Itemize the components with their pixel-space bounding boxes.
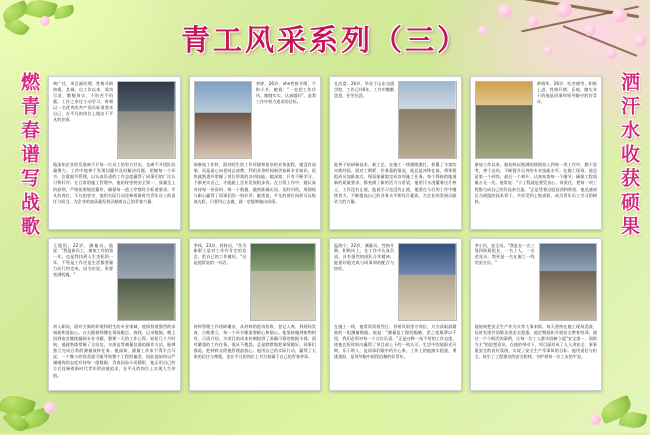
panel-grid	[48, 76, 602, 391]
panel-header	[475, 81, 598, 159]
poster-title-area	[0, 18, 650, 59]
profile-body-8: 他始终把安全生产作为头等大事来抓，每天坚持在施工现场巡查，及时发现并消除各类安全隐患。他定期组织开展安全教育培训，通过一个个鲜活的案例，让每一位工人都牢固树立起"安全第一、预防为主"的思想意识。在他的带动下，项目部形成了人人讲安全、事事重安全的良好氛围，实现了安全生产零事故的目标。他用责任与担当，筑牢了工程建设的安全防线，守护着每一位工友的平安。	[474, 323, 597, 360]
worker-photo-7	[398, 243, 456, 321]
profile-body-5: 初入职场，面对全新的环境和陌生的专业领域，他保持着强烈的求知欲和进取心。白天跟着师傅在现场跑点、放线、记录数据，晚上回到宿舍继续翻阅专业书籍，整理一天的工作心得。短短几个月时间，他就熟练掌握了全站仪、水准仪等测量仪器的操作方法，能够独立完成日常的测量放样任务。他深知，测量工作来不得半点马虎，一个微小的误差就可能导致整个工程的偏差，因此他始终以严谨细致的态度对待每一组数据。青春因奋斗而精彩，他正用自己的方式诠释着新时代青年的价值追求，在平凡的岗位上实现人生价值。	[53, 323, 176, 378]
worker-photo-4	[475, 81, 533, 159]
profile-body-4: 参加工作以来，他始终以饱满的热情投入到每一项工作中，勤于思考，善于总结，不断提升自身的专业技能水平。在施工现场，他总是第一个到岗、最后一个离开，认真检查每一个细节，确保工程质量万无一失。他常说："干工程就是要凭良心、讲责任，把每一项工程都当成自己的作品来打造。"正是凭着这股钻劲和韧劲，他迅速成长为班组的技术骨干，多次受到上级表彰，成为青年员工学习的榜样。	[474, 162, 597, 204]
profile-body-2: 刚参加工作时，面对陌生的工作环境和复杂的业务流程，她没有退缩，而是虚心向老同志请教，利用业余时间刻苦钻研专业知识，很快就熟悉并掌握了岗位所需的各项技能。她深知，只有不断学习、不断充实自己，才能跟上企业发展的步伐。在日常工作中，她认真对待每一份资料、每一个数据，做到准确无误、及时归档，用细致与耐心赢得了同事们的一致好评。她常说，平凡的岗位同样可以绽放光彩，只要用心去做，就一定能够做出成绩。	[193, 162, 316, 204]
profile-panel-6[interactable]	[189, 238, 322, 392]
slogan-right: 洒汗水收获硕果	[618, 72, 640, 240]
profile-panel-5[interactable]	[48, 238, 181, 392]
panel-header	[475, 243, 598, 321]
slogan-left: 燃青春谱写战歌	[18, 72, 40, 240]
profile-panel-8[interactable]	[470, 238, 603, 392]
worker-photo-8	[539, 243, 597, 321]
profile-panel-1[interactable]	[48, 76, 181, 230]
profile-intro-6: 李伟，23岁，材料员。"作为新职工是对工作有肯定的信念，把自己的工作做好。"这是他常说的一句话。	[193, 242, 247, 266]
profile-intro-7: 温海宁，22岁，测量员。性格开朗，积极向上，在工作中认真负责，具有强烈的团队合作精神，能很好地完成与同事间的配合与协作。	[334, 242, 395, 272]
panel-header	[53, 81, 176, 159]
profile-panel-2[interactable]	[189, 76, 322, 230]
profile-intro-8: 李小民，安全员。"我是在一名三级四防班组长，一名工人，一名老党员，我更是一名在施工一线的安全员。"	[474, 242, 535, 266]
panel-header	[53, 243, 176, 321]
profile-body-3: 他善于钻研新技术、新工艺，在施工一线摸爬滚打，积累了丰富的实践经验。面对工期紧、任务重的情况，他总是冲锋在前，带领班组成员加班加点，保质保量地完成各项施工任务。每个焊接的地道新的质量要求，都充满了新的活力与希望，他用汗水浇灌着这片热土。工作没有止境，他说学习也没有止境，他要在今后的工作中继续努力，不断提高自己的业务水平和综合素质，为企业的发展贡献更大的力量。	[334, 162, 457, 204]
profile-intro-5: 王俊恒，22岁，测量员。他说："我是新员工，参加工作的第一年，也是我找到人生坐标的一年，不管是工作还是生活都要量力而行的完成，因为年轻，更要充满机遇。"	[53, 242, 114, 278]
profile-intro-4: 黄瑞华，26岁，吃苦耐劳，积极上进，性格开朗、乐观，踏实肯干的他是同事和领导眼中的好青年。	[536, 81, 597, 104]
poster-title: 青工风采系列（三）	[180, 23, 469, 57]
profile-body-1: 他深知企业的发展离不开每一位员工的努力付出，也离不开团队的凝聚力。工作中他善于发现问题并及时解决问题，把握每一个环节，注重细节管理，以认真负责的工作态度赢得了同事们的广泛认可和好评。在日常的施工管理中，他始终坚持安全第一、质量至上的原则，严格按照规范操作，确保每一道工序都符合标准要求。平凡的岗位，不凡的坚守，他用实际行动诠释着新时代青年员工的责任与担当，为企业的高质量发展贡献着自己的青春力量。	[53, 162, 176, 204]
panel-header	[334, 81, 457, 159]
panel-header	[194, 243, 317, 321]
profile-intro-2: 李婷，26岁，she性格开朗，不拘小节，她说："一直把工作作风、踏踏实实、认真做好"，是我工作中努力追求的目标。	[255, 81, 316, 104]
profile-panel-4[interactable]	[470, 76, 603, 230]
worker-photo-1	[117, 81, 175, 159]
worker-photo-5	[117, 243, 175, 321]
worker-photo-3	[398, 81, 456, 159]
worker-photo-6	[250, 243, 316, 321]
profile-panel-3[interactable]	[329, 76, 462, 230]
panel-header	[334, 243, 457, 321]
profile-intro-1: 黄广任，项目副经理，性格开朗热情。其诚，自工作以来，爱岗尽责，勤勉务实，不怕苦不怕累，工作之余还主动学习，时刻以一名优秀的共产党员标准要求自己，在平凡的岗位上做出不平凡的业绩。	[53, 81, 114, 122]
worker-photo-2	[194, 81, 252, 159]
profile-body-6: 材料管理工作琐碎繁杂，从材料的进场验收、登记入库，到现场发放、台账建立，每一个环节都需要耐心和细心。他坚持做到账物相符、日清月结，为项目的成本控制提供了准确可靠的数据支撑。面对繁重的工作任务，他从不抱怨，总是默默地把事情做好。同事们都说，把材料交给他管理最放心。他用自己的实际行动，赢得了大家的信任与尊重，也在平凡的岗位上书写着属于自己的青春华章。	[193, 323, 316, 360]
profile-body-7: 在施工一线，他常常顶着烈日、冒着风雨坚守岗位，只为获取最精准的一组测量数据。他说："测量是工程的眼睛，差之毫厘谬以千里，我们必须对每一个点位负责。"正是这种一丝不苟的工作态度，使他在短时间内赢得了项目部上下的一致认可。生活中的他阳光开朗，乐于助人，是同事们眼中的开心果。工作上的他踏实稳重，勇挑重担，是领导眼中值得信赖的好青年。	[334, 323, 457, 360]
profile-intro-3: 孔庆富，26岁，毕业于山东交通学院，工作已经6年，工作中勤勤恳恳、任劳任怨。	[334, 81, 395, 98]
profile-panel-7[interactable]	[329, 238, 462, 392]
panel-header	[194, 81, 317, 159]
